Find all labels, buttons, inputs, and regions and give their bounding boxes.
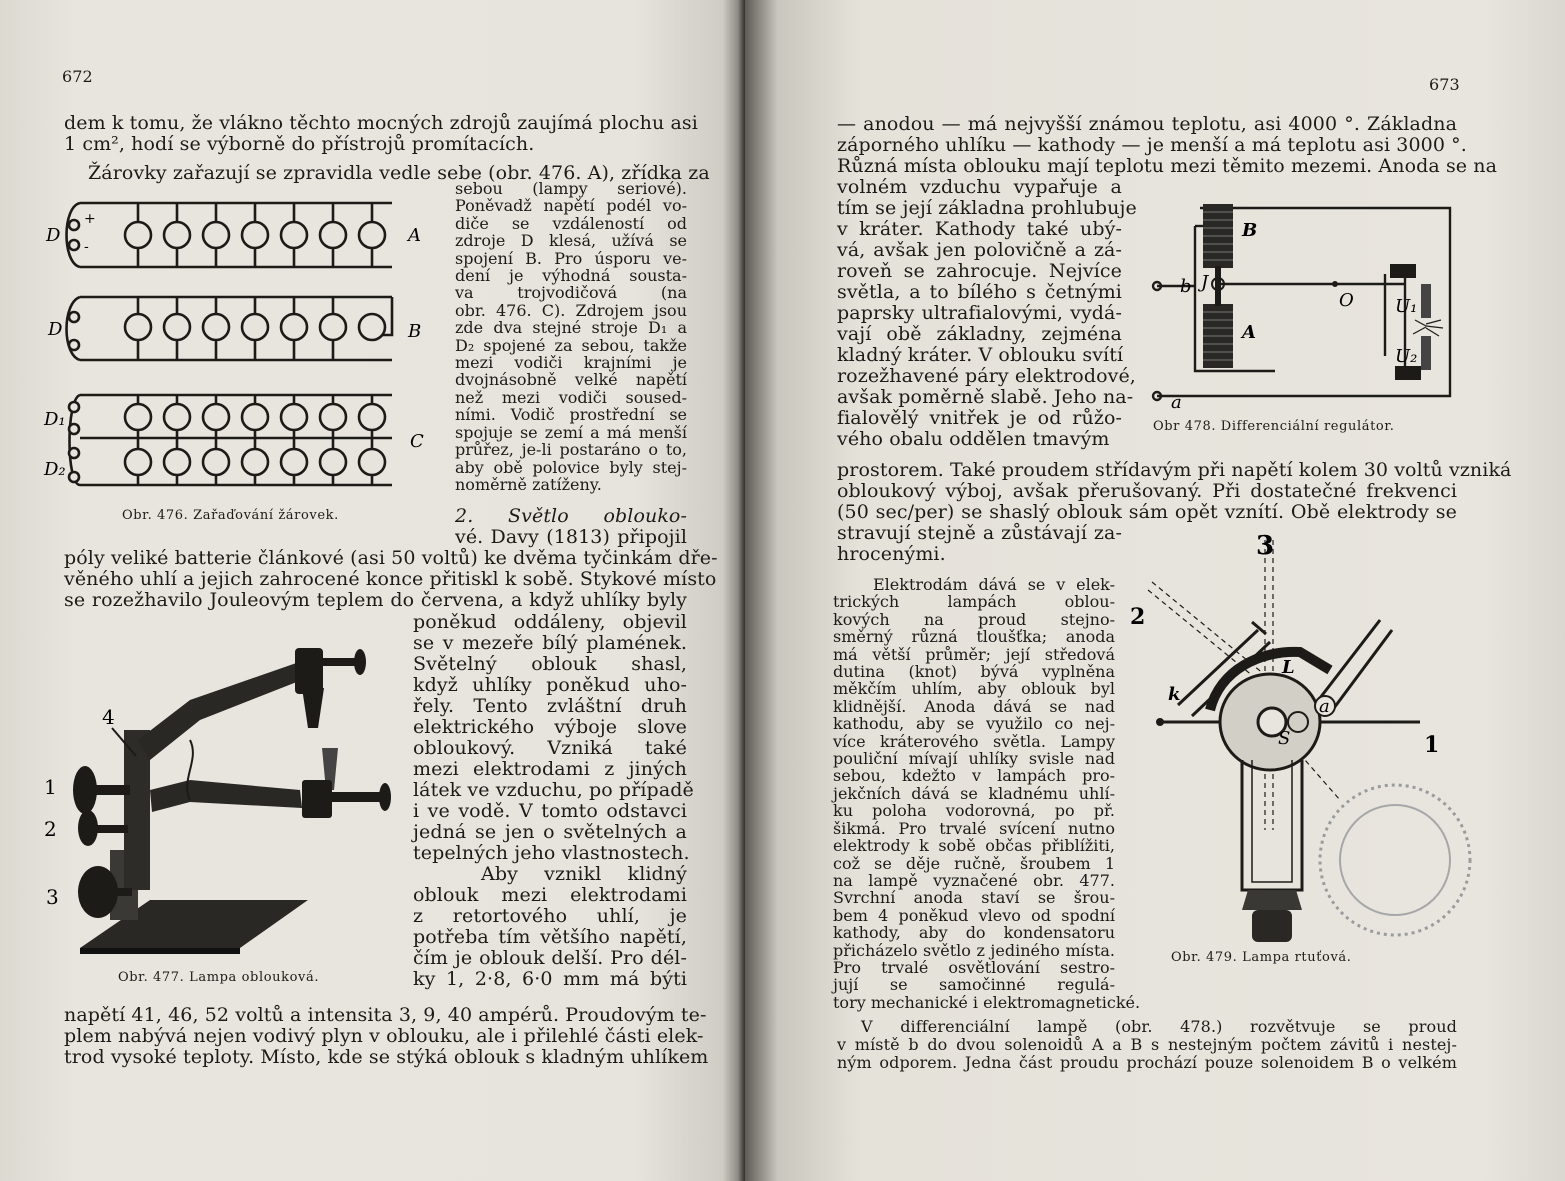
column-line: roveň se zahrocuje. Nejvíce: [837, 260, 1122, 282]
column-line: bem 4 poněkud vlevo od spodní: [833, 905, 1115, 925]
paragraph-line: Různá místa oblouku mají teplotu mezi těmito mezemi. Anoda se na: [837, 155, 1498, 177]
label-4: 4: [102, 705, 115, 729]
column-line: sebou, kdežto v lampách pro-: [833, 766, 1115, 786]
column-line: vá, avšak jen polovičně a zá-: [837, 239, 1122, 261]
page-number-left: 672: [62, 67, 93, 86]
paragraph-line: záporného uhlíku — kathody — je menší a má teplotu asi 3000 °.: [837, 134, 1467, 156]
paragraph-line: stravují stejně a zůstávají za-: [837, 522, 1122, 544]
lamp-row-a: [67, 203, 393, 267]
column-line: noměrně zatíženy.: [455, 474, 602, 494]
label-1: 1: [44, 775, 57, 799]
column-line: klidnější. Anoda dává se nad: [833, 696, 1115, 716]
column-line: avšak poměrně slabě. Jeho na-: [837, 386, 1134, 408]
label-3: 3: [46, 885, 59, 909]
column-text-477: [413, 611, 694, 990]
column-line: kových na proud stejno-: [833, 609, 1115, 629]
figure-478-caption: Obr 478. Differenciální regulátor.: [1153, 419, 1395, 434]
label-B: B: [1242, 220, 1258, 241]
paragraph-line: (50 sec/per) se shaslý oblouk sám opět vznítí. Obě elektrody se: [837, 501, 1457, 523]
column-line: na lampě vyznačené obr. 477.: [833, 870, 1115, 890]
column-line: šikmá. Pro trvalé svícení nutno: [833, 818, 1115, 838]
label-D: D: [46, 225, 61, 246]
plus-sign: +: [84, 211, 96, 227]
column-line: když uhlíky poněkud uho-: [413, 674, 687, 696]
column-line: více kráterového světla. Lampy: [833, 731, 1115, 751]
paragraph-line: prostorem. Také proudem střídavým při napětí kolem 30 voltů vzniká: [837, 459, 1512, 481]
label-k: k: [1168, 684, 1181, 705]
column-line: fialovělý vnitřek je od růžo-: [837, 407, 1122, 429]
column-line: ními. Vodič prostřední se: [455, 405, 687, 425]
column-line: obloukový. Vzniká také: [413, 737, 687, 759]
column-line: ku poloha vodorovná, po př.: [833, 801, 1115, 821]
label-U1: U₁: [1395, 296, 1418, 317]
column-line: rozežhavené páry elektrodové,: [837, 365, 1136, 387]
paragraph-line: Žárovky zařazují se zpravidla vedle sebe (obr. 476. A), zřídka za: [88, 162, 710, 184]
column-line: směrný různá tloušťka; anoda: [833, 627, 1115, 647]
figure-478-diagram: [1145, 196, 1465, 416]
paragraph-line: dem k tomu, že vlákno těchto mocných zdrojů zaujímá plochu asi: [64, 112, 698, 134]
figure-479-illustration: [1130, 530, 1470, 950]
right-page: [745, 0, 1565, 1181]
column-line: elektrody k sobě občas přiblížiti,: [833, 836, 1115, 856]
lamp-row-b: [67, 297, 393, 360]
label-a: a: [1319, 696, 1330, 717]
paragraph-line: věného uhlí a jejich zahrocené konce přitiskl k sobě. Stykové místo: [64, 568, 717, 590]
column-line: kathody, aby do kondensatoru: [833, 923, 1115, 943]
label-O: O: [1339, 290, 1354, 311]
label-a: a: [1171, 392, 1182, 413]
label-2: 2: [1130, 604, 1146, 630]
column-line: tepelných jeho vlastnostech.: [413, 842, 690, 864]
paragraph-line: póly veliké batterie článkové (asi 50 voltů) ke dvěma tyčinkám dře-: [64, 547, 718, 569]
paragraph-line: napětí 41, 46, 52 voltů a intensita 3, 9, 40 ampérů. Proudovým te-: [64, 1004, 707, 1026]
paragraph-line: ným odporem. Jedna část proudu prochází pouze solenoidem B o velkém: [837, 1053, 1457, 1072]
paragraph-line: trod vysoké teploty. Místo, kde se stýká oblouk s kladným uhlíkem: [64, 1046, 709, 1068]
column-line: se v mezeře bílý plamének.: [413, 632, 687, 654]
column-line: diče se vzdáleností od: [455, 213, 687, 233]
column-line: zdroje D klesá, užívá se: [455, 231, 687, 251]
label-S: S: [1278, 728, 1291, 749]
column-line: pouliční mívají uhlíky svisle nad: [833, 749, 1115, 769]
label-J: J: [1201, 272, 1209, 293]
figure-476-diagram: [40, 185, 450, 505]
column-line: Aby vznikl klidný: [481, 863, 687, 885]
paragraph-line: V differenciální lampě (obr. 478.) rozvětvuje se proud: [861, 1017, 1457, 1036]
column-line: kladný kráter. V oblouku svítí: [837, 344, 1124, 366]
lamp-row-c: [69, 395, 392, 485]
paragraph-line: hrocenými.: [837, 543, 946, 565]
library-stamp: [1320, 785, 1470, 935]
column-line: vají obě základny, zejména: [837, 323, 1122, 345]
column-line: dutina (knot) bývá vyplněna: [833, 662, 1115, 682]
solenoid-A: [1203, 304, 1233, 368]
label-3: 3: [1256, 531, 1275, 561]
column-text-476: [455, 180, 687, 493]
label-L: L: [1282, 657, 1295, 678]
label-b: b: [1180, 276, 1192, 297]
column-line: kathodu, aby se využilo co nej-: [833, 714, 1115, 734]
paragraph-line: v místě b do dvou solenoidů A a B s nestejným počtem závitů i nestej-: [837, 1035, 1457, 1054]
column-line: aby obě polovice byly stej-: [455, 457, 687, 477]
column-line: va trojvodičová (na: [455, 283, 687, 303]
column-line: sebou (lampy seriové).: [455, 179, 687, 198]
paragraph-line: se rozežhavilo Jouleovým teplem do červena, a když uhlíky byly: [64, 589, 687, 611]
column-line: i ve vodě. V tomto odstavci: [413, 800, 687, 822]
column-line: spojuje se zemí a má menší: [455, 422, 687, 442]
column-line: obr. 476. C). Zdrojem jsou: [455, 300, 687, 320]
solenoid-B: [1203, 204, 1233, 268]
paragraph-line: plem nabývá nejen vodivý plyn v oblouku, ale i přilehlé části elek-: [64, 1025, 704, 1047]
column-line: paprsky ultrafialovými, vydá-: [837, 302, 1122, 324]
label-B: B: [408, 321, 422, 342]
column-line: oblouk mezi elektrodami: [413, 884, 687, 906]
label-D2: D₂: [44, 459, 66, 480]
column-line: řely. Tento zvláštní druh: [413, 695, 687, 717]
column-line: z retortového uhlí, je: [413, 905, 687, 927]
column-line: přicházelo světlo z jediného místa.: [833, 940, 1115, 960]
section-heading: 2. Světlo oblouko-: [455, 505, 687, 527]
label-U2: U₂: [1395, 346, 1418, 367]
column-line: mezi vodiči krajními je: [455, 353, 687, 373]
page-number-right: 673: [1429, 75, 1460, 94]
label-2: 2: [44, 817, 57, 841]
paragraph-line: 1 cm², hodí se výborně do přístrojů promítacích.: [64, 133, 535, 155]
column-line: jekčních dává se kladnému uhlí-: [833, 783, 1115, 803]
column-line: látek ve vzduchu, po případě: [413, 779, 694, 801]
column-line: zde dva stejné stroje D₁ a: [455, 318, 687, 338]
column-line: ky 1, 2·8, 6·0 mm má býti: [413, 968, 687, 990]
column-line: než mezi vodiči soused-: [455, 387, 687, 407]
column-line: tím se její základna prohlubuje: [837, 197, 1137, 219]
column-line: čím je oblouk delší. Pro dél-: [413, 947, 687, 969]
label-1: 1: [1424, 732, 1440, 758]
column-line: dení je výhodná sousta-: [455, 266, 687, 286]
column-line: Světelný oblouk shasl,: [413, 653, 687, 675]
figure-479-caption: Obr. 479. Lampa rtuťová.: [1171, 950, 1352, 965]
label-D-row-b: D: [48, 319, 63, 340]
section-heading-cont: vé. Davy (1813) připojil: [455, 526, 687, 548]
minus-sign: -: [84, 239, 89, 255]
paragraph-line: obloukový výboj, avšak přerušovaný. Při dostatečné frekvenci: [837, 480, 1457, 502]
column-line: Elektrodám dává se v elek-: [873, 575, 1115, 594]
left-page: [0, 0, 745, 1181]
column-line: D₂ spojené za sebou, takže: [455, 335, 687, 355]
label-A: A: [1242, 322, 1256, 343]
column-line: Poněvadž napětí podél vo-: [455, 196, 687, 216]
figure-477-caption: Obr. 477. Lampa oblouková.: [118, 970, 320, 985]
column-line: má větší průměr; její středová: [833, 644, 1115, 664]
column-line: průřez, je-li postaráno o to,: [455, 440, 687, 460]
column-line: vého obalu oddělen tmavým: [837, 428, 1110, 450]
column-line: mezi elektrodami z jiných: [413, 758, 687, 780]
label-A: A: [408, 225, 421, 246]
column-line: což se děje ručně, šroubem 1: [833, 853, 1115, 873]
column-line: poněkud oddáleny, objevil: [413, 611, 687, 633]
column-line: jedná se jen o světelných a: [413, 821, 687, 843]
label-D1: D₁: [44, 409, 66, 430]
figure-476-caption: Obr. 476. Zařaďování žárovek.: [122, 508, 339, 523]
column-line: tory mechanické i elektromagnetické.: [833, 992, 1141, 1012]
paragraph-line: — anodou — má nejvyšší známou teplotu, asi 4000 °. Základna: [837, 113, 1457, 135]
column-line: v kráter. Kathody také ubý-: [837, 218, 1122, 240]
column-line: světla, a to bílého s četnými: [837, 281, 1122, 303]
column-line: trických lampách oblou-: [833, 592, 1115, 612]
column-line: Svrchní anoda staví se šrou-: [833, 888, 1115, 908]
column-line: potřeba tím většího napětí,: [413, 926, 687, 948]
column-line: měkčím uhlím, aby oblouk byl: [833, 679, 1115, 699]
column-text-478: [837, 176, 1137, 450]
column-line: dvojnásobně velké napětí: [455, 370, 687, 390]
column-line: elektrického výboje slove: [413, 716, 687, 738]
column-line: spojení B. Pro úsporu ve-: [455, 248, 687, 268]
column-line: volném vzduchu vypařuje a: [837, 176, 1122, 198]
column-line: Pro trvalé osvětlování sestro-: [833, 957, 1115, 977]
column-text-479: [833, 575, 1141, 1012]
column-line: jují se samočinné regulá-: [833, 975, 1115, 995]
label-C: C: [410, 431, 424, 452]
figure-477-illustration: [40, 630, 400, 960]
